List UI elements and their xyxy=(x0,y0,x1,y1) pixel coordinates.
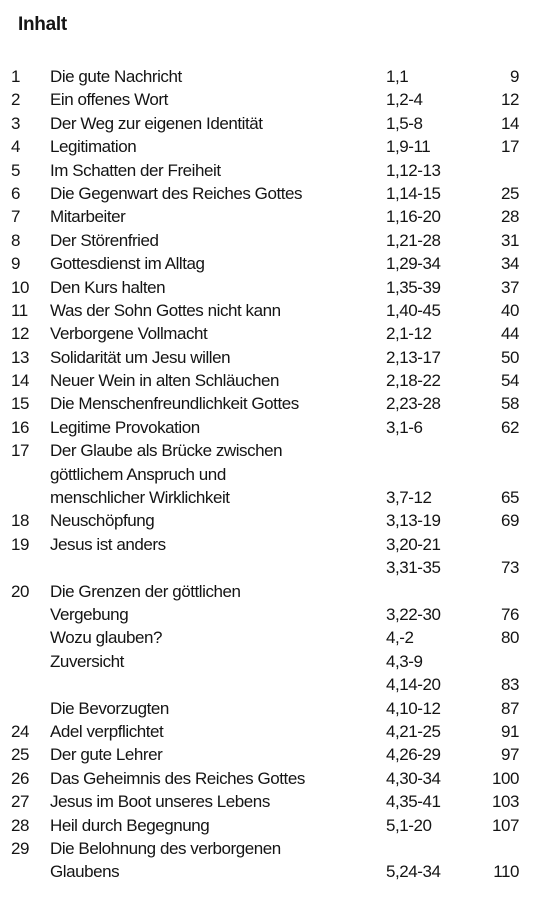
entry-page: 110 xyxy=(493,862,519,882)
entry-title: Legitime Provokation xyxy=(50,417,200,437)
entry-title: Jesus im Boot unseres Lebens xyxy=(50,792,270,812)
entry-page: 80 xyxy=(500,628,519,648)
entry-title: göttlichem Anspruch und xyxy=(50,464,226,484)
entry-page: 44 xyxy=(500,324,519,344)
entry-title: Ein offenes Wort xyxy=(50,90,168,110)
entry-reference: 4,10-12 xyxy=(386,698,441,718)
entry-title: Die gute Nachricht xyxy=(50,67,182,86)
entry-page: 31 xyxy=(500,230,519,250)
entry-page: 83 xyxy=(500,675,519,695)
entry-number: 20 xyxy=(11,581,30,601)
entry-reference: 1,29-34 xyxy=(386,254,441,274)
toc-entry xyxy=(0,814,539,837)
entry-page: 87 xyxy=(500,698,519,718)
entry-reference: 4,-2 xyxy=(386,628,414,648)
entry-title: Der Störenfried xyxy=(50,230,159,250)
entry-page: 25 xyxy=(500,183,519,203)
entry-reference: 3,1-6 xyxy=(386,417,423,437)
entry-title: Der Glaube als Brücke zwischen xyxy=(50,441,283,461)
toc-entry xyxy=(0,767,539,790)
entry-reference: 4,21-25 xyxy=(386,721,441,741)
toc-entry xyxy=(0,580,539,603)
entry-number: 26 xyxy=(11,768,30,788)
entry-title: Der Weg zur eigenen Identität xyxy=(50,113,263,133)
entry-page: 17 xyxy=(500,137,519,157)
toc-entry xyxy=(0,743,539,766)
toc-entry xyxy=(0,556,539,579)
entry-number: 27 xyxy=(11,792,30,812)
entry-page: 37 xyxy=(500,277,519,297)
entry-page: 40 xyxy=(500,300,519,320)
entry-title: Solidarität um Jesu willen xyxy=(50,347,231,367)
toc-entry xyxy=(0,439,539,462)
entry-title: menschlicher Wirklichkeit xyxy=(50,488,230,508)
entry-page: 76 xyxy=(500,604,519,624)
entry-number: 28 xyxy=(11,815,30,835)
entry-number: 25 xyxy=(11,745,30,765)
entry-number: 6 xyxy=(11,183,21,203)
entry-title: Was der Sohn Gottes nicht kann xyxy=(50,300,281,320)
entry-title: Legitimation xyxy=(50,137,137,157)
entry-title: Glaubens xyxy=(50,862,120,882)
entry-number: 12 xyxy=(11,324,30,344)
toc-entry xyxy=(0,65,539,88)
entry-reference: 1,9-11 xyxy=(386,137,431,157)
entry-title: Die Gegenwart des Reiches Gottes xyxy=(50,183,303,203)
toc-entry xyxy=(0,135,539,158)
entry-reference: 3,20-21 xyxy=(386,534,441,554)
entry-number: 13 xyxy=(11,347,30,367)
toc-entry xyxy=(0,486,539,509)
entry-number: 11 xyxy=(11,300,28,320)
toc-entry xyxy=(0,182,539,205)
toc-entry xyxy=(0,252,539,275)
entry-reference: 2,18-22 xyxy=(386,371,441,391)
entry-page: 62 xyxy=(500,417,519,437)
entry-page: 34 xyxy=(500,254,519,274)
entry-page: 100 xyxy=(491,768,519,788)
entry-reference: 1,16-20 xyxy=(386,207,441,227)
entry-reference: 3,7-12 xyxy=(386,488,432,508)
entry-number: 17 xyxy=(11,441,30,461)
toc-entry xyxy=(0,860,539,883)
toc-entry xyxy=(0,346,539,369)
entry-reference: 1,2-4 xyxy=(386,90,423,110)
entry-page: 91 xyxy=(500,721,519,741)
entry-reference: 4,35-41 xyxy=(386,792,441,812)
entry-reference: 2,1-12 xyxy=(386,324,432,344)
entry-reference: 1,21-28 xyxy=(386,230,441,250)
entry-title: Gottesdienst im Alltag xyxy=(50,254,205,274)
entry-title: Neuschöpfung xyxy=(50,511,155,531)
entry-reference: 4,26-29 xyxy=(386,745,441,765)
entry-reference: 4,30-34 xyxy=(386,768,441,788)
entry-title: Vergebung xyxy=(50,604,129,624)
toc-entry xyxy=(0,276,539,299)
toc-entry xyxy=(0,533,539,556)
entry-number: 19 xyxy=(11,534,30,554)
toc-entry xyxy=(0,392,539,415)
entry-number: 15 xyxy=(11,394,30,414)
entry-reference: 1,14-15 xyxy=(386,183,441,203)
toc-entry xyxy=(0,673,539,696)
toc-entry xyxy=(0,299,539,322)
entry-page: 28 xyxy=(500,207,519,227)
entry-title: Zuversicht xyxy=(50,651,124,671)
table-of-contents xyxy=(0,65,539,884)
entry-number: 29 xyxy=(11,838,30,858)
entry-reference: 1,1 xyxy=(386,67,409,86)
entry-title: Die Belohnung des verborgenen xyxy=(50,838,281,858)
entry-number: 9 xyxy=(11,254,21,274)
entry-reference: 5,1-20 xyxy=(386,815,432,835)
toc-entry xyxy=(0,416,539,439)
entry-page: 103 xyxy=(491,792,519,812)
toc-entry xyxy=(0,322,539,345)
toc-entry xyxy=(0,720,539,743)
entry-reference: 1,12-13 xyxy=(386,160,441,180)
entry-title: Der gute Lehrer xyxy=(50,745,163,765)
toc-entry xyxy=(0,112,539,135)
entry-reference: 3,22-30 xyxy=(386,604,441,624)
entry-number: 7 xyxy=(11,207,21,227)
entry-title: Im Schatten der Freiheit xyxy=(50,160,221,180)
toc-entry xyxy=(0,603,539,626)
entry-title: Das Geheimnis des Reiches Gottes xyxy=(50,768,305,788)
page-title: Inhalt xyxy=(18,14,67,35)
entry-title: Neuer Wein in alten Schläuchen xyxy=(50,371,280,391)
toc-entry xyxy=(0,790,539,813)
entry-number: 16 xyxy=(11,417,30,437)
entry-number: 4 xyxy=(11,137,21,157)
toc-entry xyxy=(0,229,539,252)
entry-page: 54 xyxy=(500,371,519,391)
entry-title: Die Bevorzugten xyxy=(50,698,169,718)
entry-reference: 5,24-34 xyxy=(386,862,441,882)
entry-number: 5 xyxy=(11,160,21,180)
entry-reference: 3,13-19 xyxy=(386,511,441,531)
toc-entry xyxy=(0,159,539,182)
entry-reference: 3,31-35 xyxy=(386,558,441,578)
entry-reference: 4,14-20 xyxy=(386,675,441,695)
entry-page: 65 xyxy=(500,488,519,508)
entry-title: Heil durch Begegnung xyxy=(50,815,210,835)
entry-reference: 2,23-28 xyxy=(386,394,441,414)
entry-number: 24 xyxy=(11,721,30,741)
entry-page: 50 xyxy=(500,347,519,367)
entry-page: 97 xyxy=(500,745,519,765)
entry-page: 107 xyxy=(491,815,519,835)
entry-number: 3 xyxy=(11,113,21,133)
entry-number: 8 xyxy=(11,230,21,250)
entry-page: 73 xyxy=(500,558,519,578)
entry-number: 18 xyxy=(11,511,30,531)
entry-reference: 1,40-45 xyxy=(386,300,441,320)
toc-entry xyxy=(0,837,539,860)
toc-entry xyxy=(0,205,539,228)
entry-number: 2 xyxy=(11,90,21,110)
entry-title: Adel verpflichtet xyxy=(50,721,164,741)
entry-page: 69 xyxy=(500,511,519,531)
entry-title: Jesus ist anders xyxy=(50,534,166,554)
entry-page: 14 xyxy=(500,113,519,133)
toc-entry xyxy=(0,626,539,649)
entry-title: Die Grenzen der göttlichen xyxy=(50,581,241,601)
entry-page: 12 xyxy=(500,90,519,110)
toc-entry xyxy=(0,509,539,532)
toc-entry xyxy=(0,463,539,486)
entry-reference: 1,35-39 xyxy=(386,277,441,297)
entry-reference: 1,5-8 xyxy=(386,113,423,133)
entry-number: 1 xyxy=(11,67,21,86)
entry-title: Den Kurs halten xyxy=(50,277,166,297)
entry-page: 9 xyxy=(509,67,519,86)
entry-title: Mitarbeiter xyxy=(50,207,126,227)
entry-title: Die Menschenfreundlichkeit Gottes xyxy=(50,394,299,414)
entry-reference: 4,3-9 xyxy=(386,651,423,671)
entry-number: 10 xyxy=(11,277,30,297)
toc-entry xyxy=(0,369,539,392)
entry-title: Wozu glauben? xyxy=(50,628,162,648)
entry-title: Verborgene Vollmacht xyxy=(50,324,208,344)
entry-page: 58 xyxy=(500,394,519,414)
entry-number: 14 xyxy=(11,371,30,391)
toc-entry xyxy=(0,650,539,673)
toc-entry xyxy=(0,697,539,720)
toc-entry xyxy=(0,88,539,111)
entry-reference: 2,13-17 xyxy=(386,347,441,367)
